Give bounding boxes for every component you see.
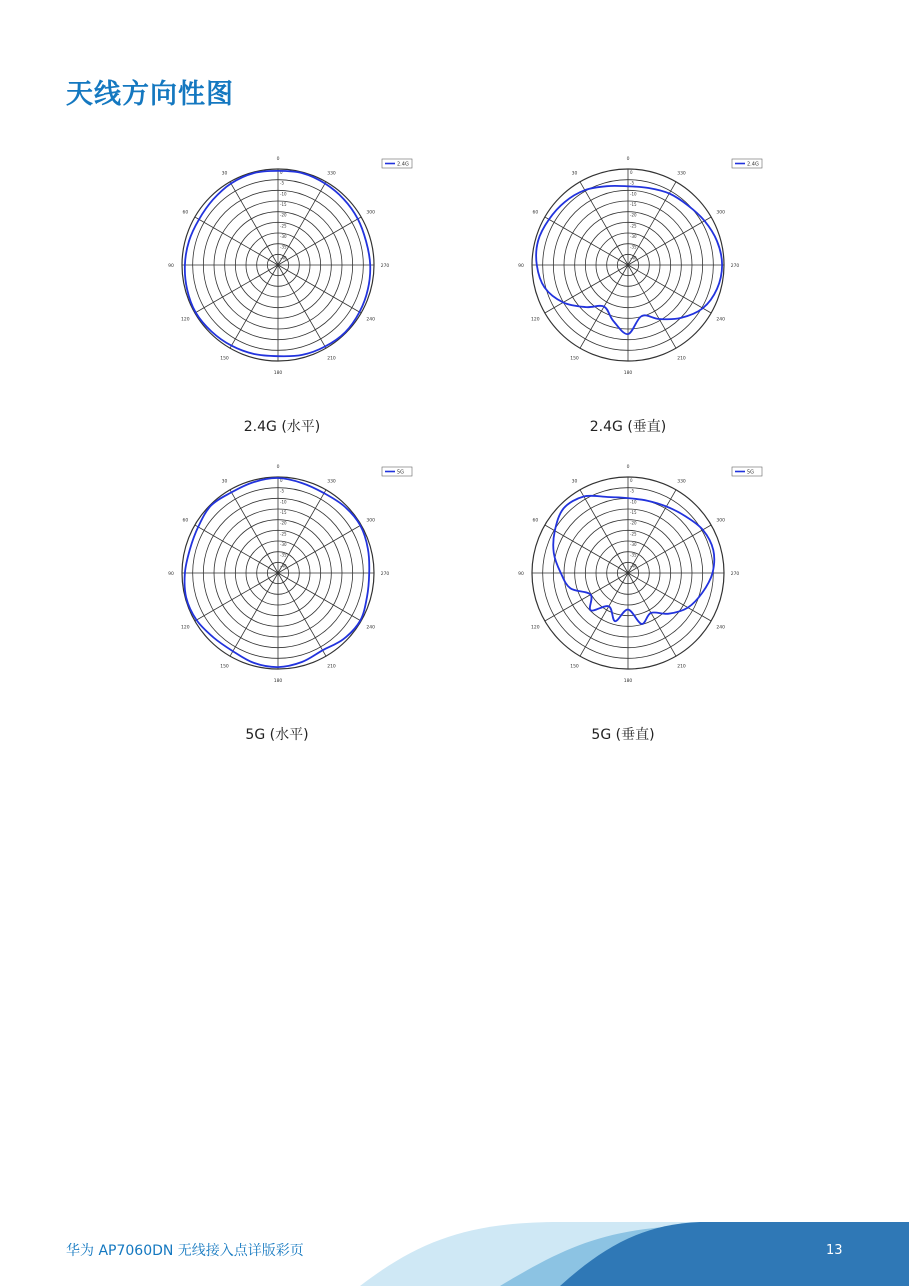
legend-label: 2.4G bbox=[747, 161, 759, 168]
radial-tick-label: -10 bbox=[630, 191, 637, 197]
angle-tick-label: 30 bbox=[221, 171, 228, 177]
polar-chart-2g4-horizontal bbox=[153, 148, 409, 388]
radial-tick-label: -25 bbox=[280, 531, 287, 537]
angle-tick-label: 210 bbox=[677, 664, 686, 670]
radial-tick-label: -40 bbox=[630, 563, 637, 569]
angle-tick-label: 0 bbox=[276, 157, 280, 162]
angle-tick-label: 330 bbox=[327, 479, 336, 485]
radial-tick-label: -5 bbox=[630, 180, 634, 186]
radial-tick-label: 0 bbox=[280, 170, 283, 175]
polar-chart-5g-vertical bbox=[503, 456, 753, 696]
angle-tick-label: 210 bbox=[327, 356, 336, 362]
angle-tick-label: 300 bbox=[366, 210, 375, 216]
radial-tick-label: -25 bbox=[630, 531, 637, 537]
footer-document-title: 华为 AP7060DN 无线接入点详版彩页 bbox=[66, 1243, 304, 1259]
angle-tick-label: 270 bbox=[730, 572, 740, 577]
angle-tick-label: 120 bbox=[531, 625, 540, 631]
radial-tick-label: 0 bbox=[630, 478, 633, 483]
radial-tick-label: -15 bbox=[280, 510, 287, 515]
angle-tick-label: 120 bbox=[531, 317, 540, 323]
legend-label: 2.4G bbox=[397, 161, 409, 168]
angle-tick-label: 60 bbox=[532, 210, 539, 216]
radial-tick-label: -30 bbox=[280, 542, 287, 547]
angle-tick-label: 60 bbox=[182, 210, 189, 216]
angle-tick-label: 0 bbox=[276, 465, 280, 470]
radial-tick-label: -10 bbox=[630, 499, 637, 505]
chart-legend bbox=[732, 159, 762, 168]
radial-tick-label: -40 bbox=[280, 563, 287, 569]
angle-tick-label: 150 bbox=[220, 664, 229, 670]
angle-tick-label: 300 bbox=[366, 518, 375, 524]
radial-tick-label: -20 bbox=[280, 212, 287, 218]
chart-caption: 2.4G (水平) bbox=[243, 419, 321, 435]
angle-tick-label: 60 bbox=[182, 518, 189, 524]
polar-chart-svg bbox=[503, 456, 753, 696]
polar-chart-svg bbox=[503, 148, 759, 388]
radial-tick-label: -10 bbox=[280, 191, 287, 197]
radial-tick-label: -10 bbox=[280, 499, 287, 505]
angle-tick-label: 240 bbox=[716, 625, 725, 631]
radial-tick-label: -5 bbox=[280, 488, 284, 494]
polar-chart-2g4-vertical bbox=[503, 148, 759, 388]
angle-tick-label: 300 bbox=[716, 210, 725, 216]
chart-caption: 2.4G (垂直) bbox=[589, 419, 667, 435]
radial-tick-label: -15 bbox=[280, 202, 287, 207]
radial-tick-label: -35 bbox=[630, 244, 637, 250]
angle-tick-label: 180 bbox=[273, 371, 283, 376]
radial-tick-label: -30 bbox=[630, 542, 637, 547]
legend-label: 5G bbox=[397, 469, 405, 476]
polar-chart-5g-horizontal bbox=[153, 456, 403, 696]
chart-caption: 5G (水平) bbox=[245, 727, 309, 743]
angle-tick-label: 210 bbox=[677, 356, 686, 362]
angle-tick-label: 330 bbox=[677, 479, 686, 485]
radial-tick-label: -20 bbox=[280, 520, 287, 526]
angle-tick-label: 150 bbox=[220, 356, 229, 362]
angle-tick-label: 90 bbox=[168, 572, 174, 577]
angle-tick-label: 240 bbox=[366, 317, 375, 323]
radial-tick-label: -35 bbox=[630, 552, 637, 558]
radial-tick-label: -25 bbox=[630, 223, 637, 229]
page-title: 天线方向性图 bbox=[66, 79, 234, 110]
radial-tick-label: -40 bbox=[280, 255, 287, 261]
angle-tick-label: 270 bbox=[380, 572, 390, 577]
chart-caption: 5G (垂直) bbox=[591, 727, 655, 743]
angle-tick-label: 30 bbox=[221, 479, 228, 485]
polar-chart-svg bbox=[153, 148, 409, 388]
radial-tick-label: -30 bbox=[630, 234, 637, 239]
angle-tick-label: 150 bbox=[570, 664, 579, 670]
angle-tick-label: 330 bbox=[677, 171, 686, 177]
angle-tick-label: 30 bbox=[571, 171, 578, 177]
radial-tick-label: -35 bbox=[280, 552, 287, 558]
angle-tick-label: 0 bbox=[626, 157, 630, 162]
angle-tick-label: 210 bbox=[327, 664, 336, 670]
chart-legend bbox=[382, 467, 412, 476]
angle-tick-label: 300 bbox=[716, 518, 725, 524]
radial-tick-label: -25 bbox=[280, 223, 287, 229]
angle-tick-label: 180 bbox=[623, 679, 633, 684]
angle-tick-label: 180 bbox=[623, 371, 633, 376]
radial-tick-label: -20 bbox=[630, 212, 637, 218]
angle-tick-label: 30 bbox=[571, 479, 578, 485]
angle-tick-label: 150 bbox=[570, 356, 579, 362]
angle-tick-label: 90 bbox=[168, 264, 174, 269]
radial-tick-label: 0 bbox=[280, 478, 283, 483]
radial-tick-label: 0 bbox=[630, 170, 633, 175]
angle-tick-label: 90 bbox=[518, 572, 524, 577]
polar-chart-svg bbox=[153, 456, 403, 696]
radial-tick-label: -30 bbox=[280, 234, 287, 239]
radial-tick-label: -40 bbox=[630, 255, 637, 261]
angle-tick-label: 120 bbox=[181, 317, 190, 323]
angle-tick-label: 90 bbox=[518, 264, 524, 269]
legend-label: 5G bbox=[747, 469, 755, 476]
radial-tick-label: -15 bbox=[630, 510, 637, 515]
angle-tick-label: 0 bbox=[626, 465, 630, 470]
radial-tick-label: -15 bbox=[630, 202, 637, 207]
angle-tick-label: 330 bbox=[327, 171, 336, 177]
angle-tick-label: 180 bbox=[273, 679, 283, 684]
radial-tick-label: -5 bbox=[630, 488, 634, 494]
angle-tick-label: 120 bbox=[181, 625, 190, 631]
angle-tick-label: 270 bbox=[380, 264, 390, 269]
chart-legend bbox=[732, 467, 762, 476]
angle-tick-label: 240 bbox=[716, 317, 725, 323]
angle-tick-label: 60 bbox=[532, 518, 539, 524]
angle-tick-label: 270 bbox=[730, 264, 740, 269]
angle-tick-label: 240 bbox=[366, 625, 375, 631]
radial-tick-label: -35 bbox=[280, 244, 287, 250]
chart-legend bbox=[382, 159, 412, 168]
page-number: 13 bbox=[826, 1243, 843, 1258]
radial-tick-label: -20 bbox=[630, 520, 637, 526]
radial-tick-label: -5 bbox=[280, 180, 284, 186]
